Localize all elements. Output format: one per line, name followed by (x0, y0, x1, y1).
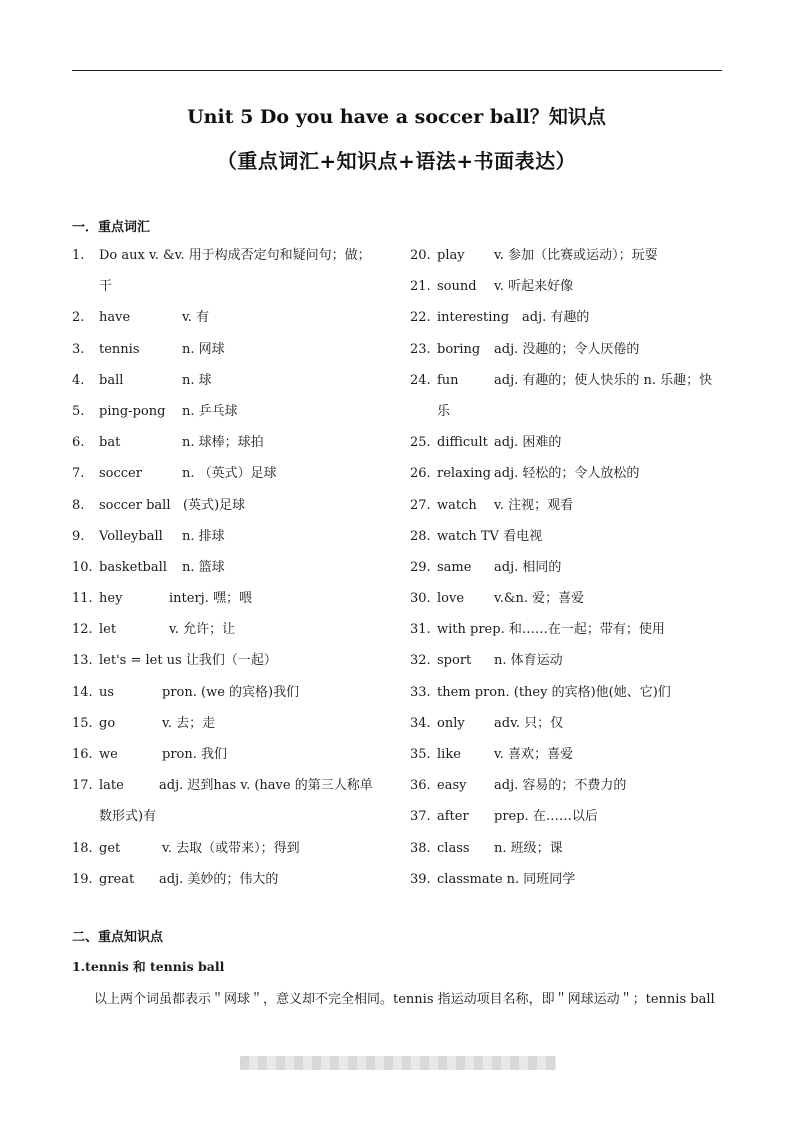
vocab-number: 29. (410, 559, 431, 575)
vocab-word: basketball (99, 559, 167, 575)
vocab-word: tennis (99, 341, 140, 357)
vocab-meaning: n. 球棒；球拍 (182, 435, 264, 451)
vocab-word: we (99, 747, 118, 762)
vocab-word: go (99, 715, 116, 731)
vocab-meaning: adv. 只；仅 (494, 715, 564, 731)
vocab-meaning: prep. 在……以后 (494, 809, 598, 825)
vocab-number: 3. (72, 341, 85, 357)
vocab-word: have (99, 310, 131, 326)
vocab-meaning: v. 注视；观看 (494, 497, 574, 513)
vocab-word: Volleyball (99, 528, 163, 544)
vocab-word: get (99, 840, 121, 856)
vocab-number: 34. (410, 715, 431, 731)
vocab-meaning: v. 去；走 (162, 715, 216, 731)
vocab-item (72, 652, 392, 683)
vocab-meaning: adj. 有趣的；使人快乐的 n. 乐趣；快 (494, 372, 713, 388)
vocab-word: same (437, 559, 472, 575)
vocab-meaning: n. 体育运动 (494, 653, 563, 669)
vocab-item (410, 278, 730, 309)
vocab-meaning: v.&n. 爱；喜爱 (494, 591, 585, 607)
vocab-item (410, 309, 730, 340)
vocab-item (72, 341, 392, 372)
vocab-item (72, 715, 392, 746)
vocab-item (410, 871, 730, 902)
vocab-continuation: 干 (99, 279, 113, 295)
vocab-number: 7. (72, 466, 85, 482)
vocab-number: 8. (72, 497, 85, 513)
vocab-meaning: n. 排球 (182, 528, 225, 544)
vocab-item (72, 528, 392, 559)
vocab-word: them pron. (they 的宾格)他(她、它)们 (437, 684, 671, 700)
vocab-number: 13. (72, 653, 93, 669)
section-heading-points: 二、重点知识点 (72, 930, 164, 945)
vocab-meaning: n. 篮球 (182, 559, 225, 575)
vocab-number: 33. (410, 684, 431, 700)
vocab-item (410, 341, 730, 372)
vocab-meaning: adj. 没趣的；令人厌倦的 (494, 341, 640, 357)
vocab-item (410, 559, 730, 590)
vocab-word: let's = let us 让我们（一起） (99, 653, 277, 669)
vocab-item (410, 247, 730, 278)
vocab-item (72, 247, 392, 278)
vocab-item (72, 840, 392, 871)
vocab-item (410, 746, 730, 777)
vocab-word: easy (437, 778, 467, 794)
vocab-number: 10. (72, 559, 93, 575)
vocab-number: 26. (410, 466, 431, 482)
vocab-word: play (437, 248, 465, 263)
vocab-number: 21. (410, 279, 431, 295)
vocab-word: fun (437, 372, 459, 388)
vocab-word: watch (437, 497, 477, 513)
vocab-word: classmate n. 同班同学 (437, 871, 576, 887)
vocab-meaning: interj. 嘿；喂 (169, 591, 252, 607)
vocab-item (410, 808, 730, 839)
vocab-column-left (72, 247, 392, 902)
vocab-item (72, 621, 392, 652)
vocab-word: relaxing (437, 466, 491, 482)
vocab-item-continuation (72, 278, 392, 309)
vocab-meaning: n. 球 (182, 372, 212, 388)
section-heading-vocab: 一．重点词汇 (72, 220, 151, 235)
page-title: Unit 5 Do you have a soccer ball？知识点 (187, 106, 606, 128)
vocab-item (410, 684, 730, 715)
vocab-meaning: n. （英式）足球 (182, 466, 277, 482)
vocab-meaning: v. 听起来好像 (494, 279, 574, 295)
page-subtitle: （重点词汇+知识点+语法+书面表达） (216, 149, 577, 173)
vocab-item-continuation (410, 403, 730, 434)
vocab-word: difficult (437, 435, 488, 451)
vocab-number: 1. (72, 248, 85, 263)
vocab-number: 17. (72, 778, 93, 794)
vocab-number: 37. (410, 809, 431, 825)
vocab-word: interesting (437, 310, 510, 326)
vocab-item (72, 559, 392, 590)
vocab-meaning: adj. 困难的 (494, 435, 562, 451)
vocab-word: let (99, 622, 117, 638)
vocab-meaning: n. 网球 (182, 341, 225, 357)
vocab-item (410, 652, 730, 683)
vocab-word: love (437, 591, 465, 607)
vocab-item (410, 497, 730, 528)
vocab-continuation: 乐 (437, 403, 451, 419)
vocab-item (410, 777, 730, 808)
vocab-meaning: adj. 相同的 (494, 559, 562, 575)
vocab-number: 24. (410, 372, 431, 388)
vocab-number: 9. (72, 528, 85, 544)
vocab-item (72, 590, 392, 621)
vocab-meaning: v. 有 (182, 310, 210, 326)
vocab-meaning: adj. 美妙的；伟大的 (159, 871, 279, 887)
vocab-word: sport (437, 653, 472, 669)
vocab-word: ball (99, 372, 124, 388)
vocab-word: hey (99, 591, 123, 607)
vocab-number: 38. (410, 840, 431, 856)
vocab-meaning: adj. 迟到has v. (have 的第三人称单 (159, 778, 373, 794)
vocab-item (72, 746, 392, 777)
vocab-meaning: n. 乒乓球 (182, 403, 238, 419)
vocab-number: 5. (72, 403, 85, 419)
vocab-item (410, 715, 730, 746)
vocab-word: soccer (99, 466, 142, 482)
vocab-item (410, 621, 730, 652)
vocab-number: 19. (72, 871, 93, 887)
vocab-word: only (437, 715, 465, 731)
vocab-continuation: 数形式)有 (99, 809, 157, 825)
vocab-word: after (437, 809, 469, 825)
vocab-number: 30. (410, 591, 431, 607)
vocab-item (72, 871, 392, 902)
vocab-number: 6. (72, 435, 85, 451)
point-paragraph: 以上两个词虽都表示＂网球＂，意义却不完全相同。tennis 指运动项目名称，即＂网球运动＂；tennis ball (94, 992, 715, 1007)
vocab-number: 31. (410, 622, 431, 638)
vocab-item (72, 465, 392, 496)
vocab-number: 18. (72, 840, 93, 856)
vocab-item (410, 528, 730, 559)
vocab-meaning: v. 参加（比赛或运动）；玩耍 (494, 248, 658, 263)
vocab-meaning: adj. 有趣的 (522, 310, 590, 326)
vocab-word: Do aux v. &v. 用于构成否定句和疑问句；做； (99, 248, 371, 263)
vocab-number: 28. (410, 528, 431, 544)
point-title: 1.tennis 和 tennis ball (72, 959, 225, 974)
vocab-meaning: v. 去取（或带来）；得到 (162, 840, 300, 856)
vocab-item (410, 372, 730, 403)
vocab-meaning: pron. (we 的宾格)我们 (162, 684, 300, 700)
vocab-number: 16. (72, 747, 93, 762)
vocab-word: soccer ball (99, 497, 171, 513)
vocab-meaning: v. 喜欢；喜爱 (494, 747, 574, 762)
vocab-word: with prep. 和……在一起；带有；使用 (437, 622, 665, 638)
vocab-word: ping-pong (99, 403, 166, 419)
vocab-word: boring (437, 341, 481, 357)
vocab-word: late (99, 778, 124, 794)
vocab-item (410, 465, 730, 496)
vocab-number: 15. (72, 715, 93, 731)
vocab-item (72, 434, 392, 465)
vocab-meaning: adj. 容易的；不费力的 (494, 778, 627, 794)
vocab-item (72, 497, 392, 528)
vocab-number: 35. (410, 747, 431, 762)
vocab-meaning: (英式)足球 (183, 497, 246, 513)
vocab-word: like (437, 747, 461, 762)
vocab-word: great (99, 871, 135, 887)
vocab-word: bat (99, 435, 121, 451)
vocab-item-continuation (72, 808, 392, 839)
vocab-number: 25. (410, 435, 431, 451)
vocab-meaning: v. 允许；让 (169, 622, 236, 638)
vocab-number: 27. (410, 497, 431, 513)
vocab-column-right (410, 247, 730, 902)
header-rule (72, 70, 722, 71)
vocab-word: sound (437, 279, 477, 295)
vocab-item (410, 590, 730, 621)
vocab-item (410, 840, 730, 871)
vocab-number: 32. (410, 653, 431, 669)
vocab-number: 22. (410, 310, 431, 326)
vocab-number: 20. (410, 248, 431, 263)
vocab-meaning: adj. 轻松的；令人放松的 (494, 466, 640, 482)
footer-watermark (240, 1056, 556, 1070)
vocab-word: class (437, 840, 470, 856)
vocab-number: 14. (72, 684, 93, 700)
vocab-item (72, 684, 392, 715)
vocab-word: watch TV 看电视 (437, 528, 543, 544)
vocab-item (72, 403, 392, 434)
vocab-meaning: pron. 我们 (162, 747, 228, 762)
vocab-item (410, 434, 730, 465)
vocab-item (72, 309, 392, 340)
vocab-word: us (99, 684, 115, 700)
vocab-meaning: n. 班级；课 (494, 840, 563, 856)
vocab-item (72, 777, 392, 808)
vocab-number: 23. (410, 341, 431, 357)
vocab-number: 2. (72, 310, 85, 326)
vocab-item (72, 372, 392, 403)
vocab-number: 12. (72, 622, 93, 638)
vocab-number: 39. (410, 871, 431, 887)
vocab-number: 4. (72, 372, 85, 388)
vocab-number: 11. (72, 591, 93, 607)
vocab-number: 36. (410, 778, 431, 794)
